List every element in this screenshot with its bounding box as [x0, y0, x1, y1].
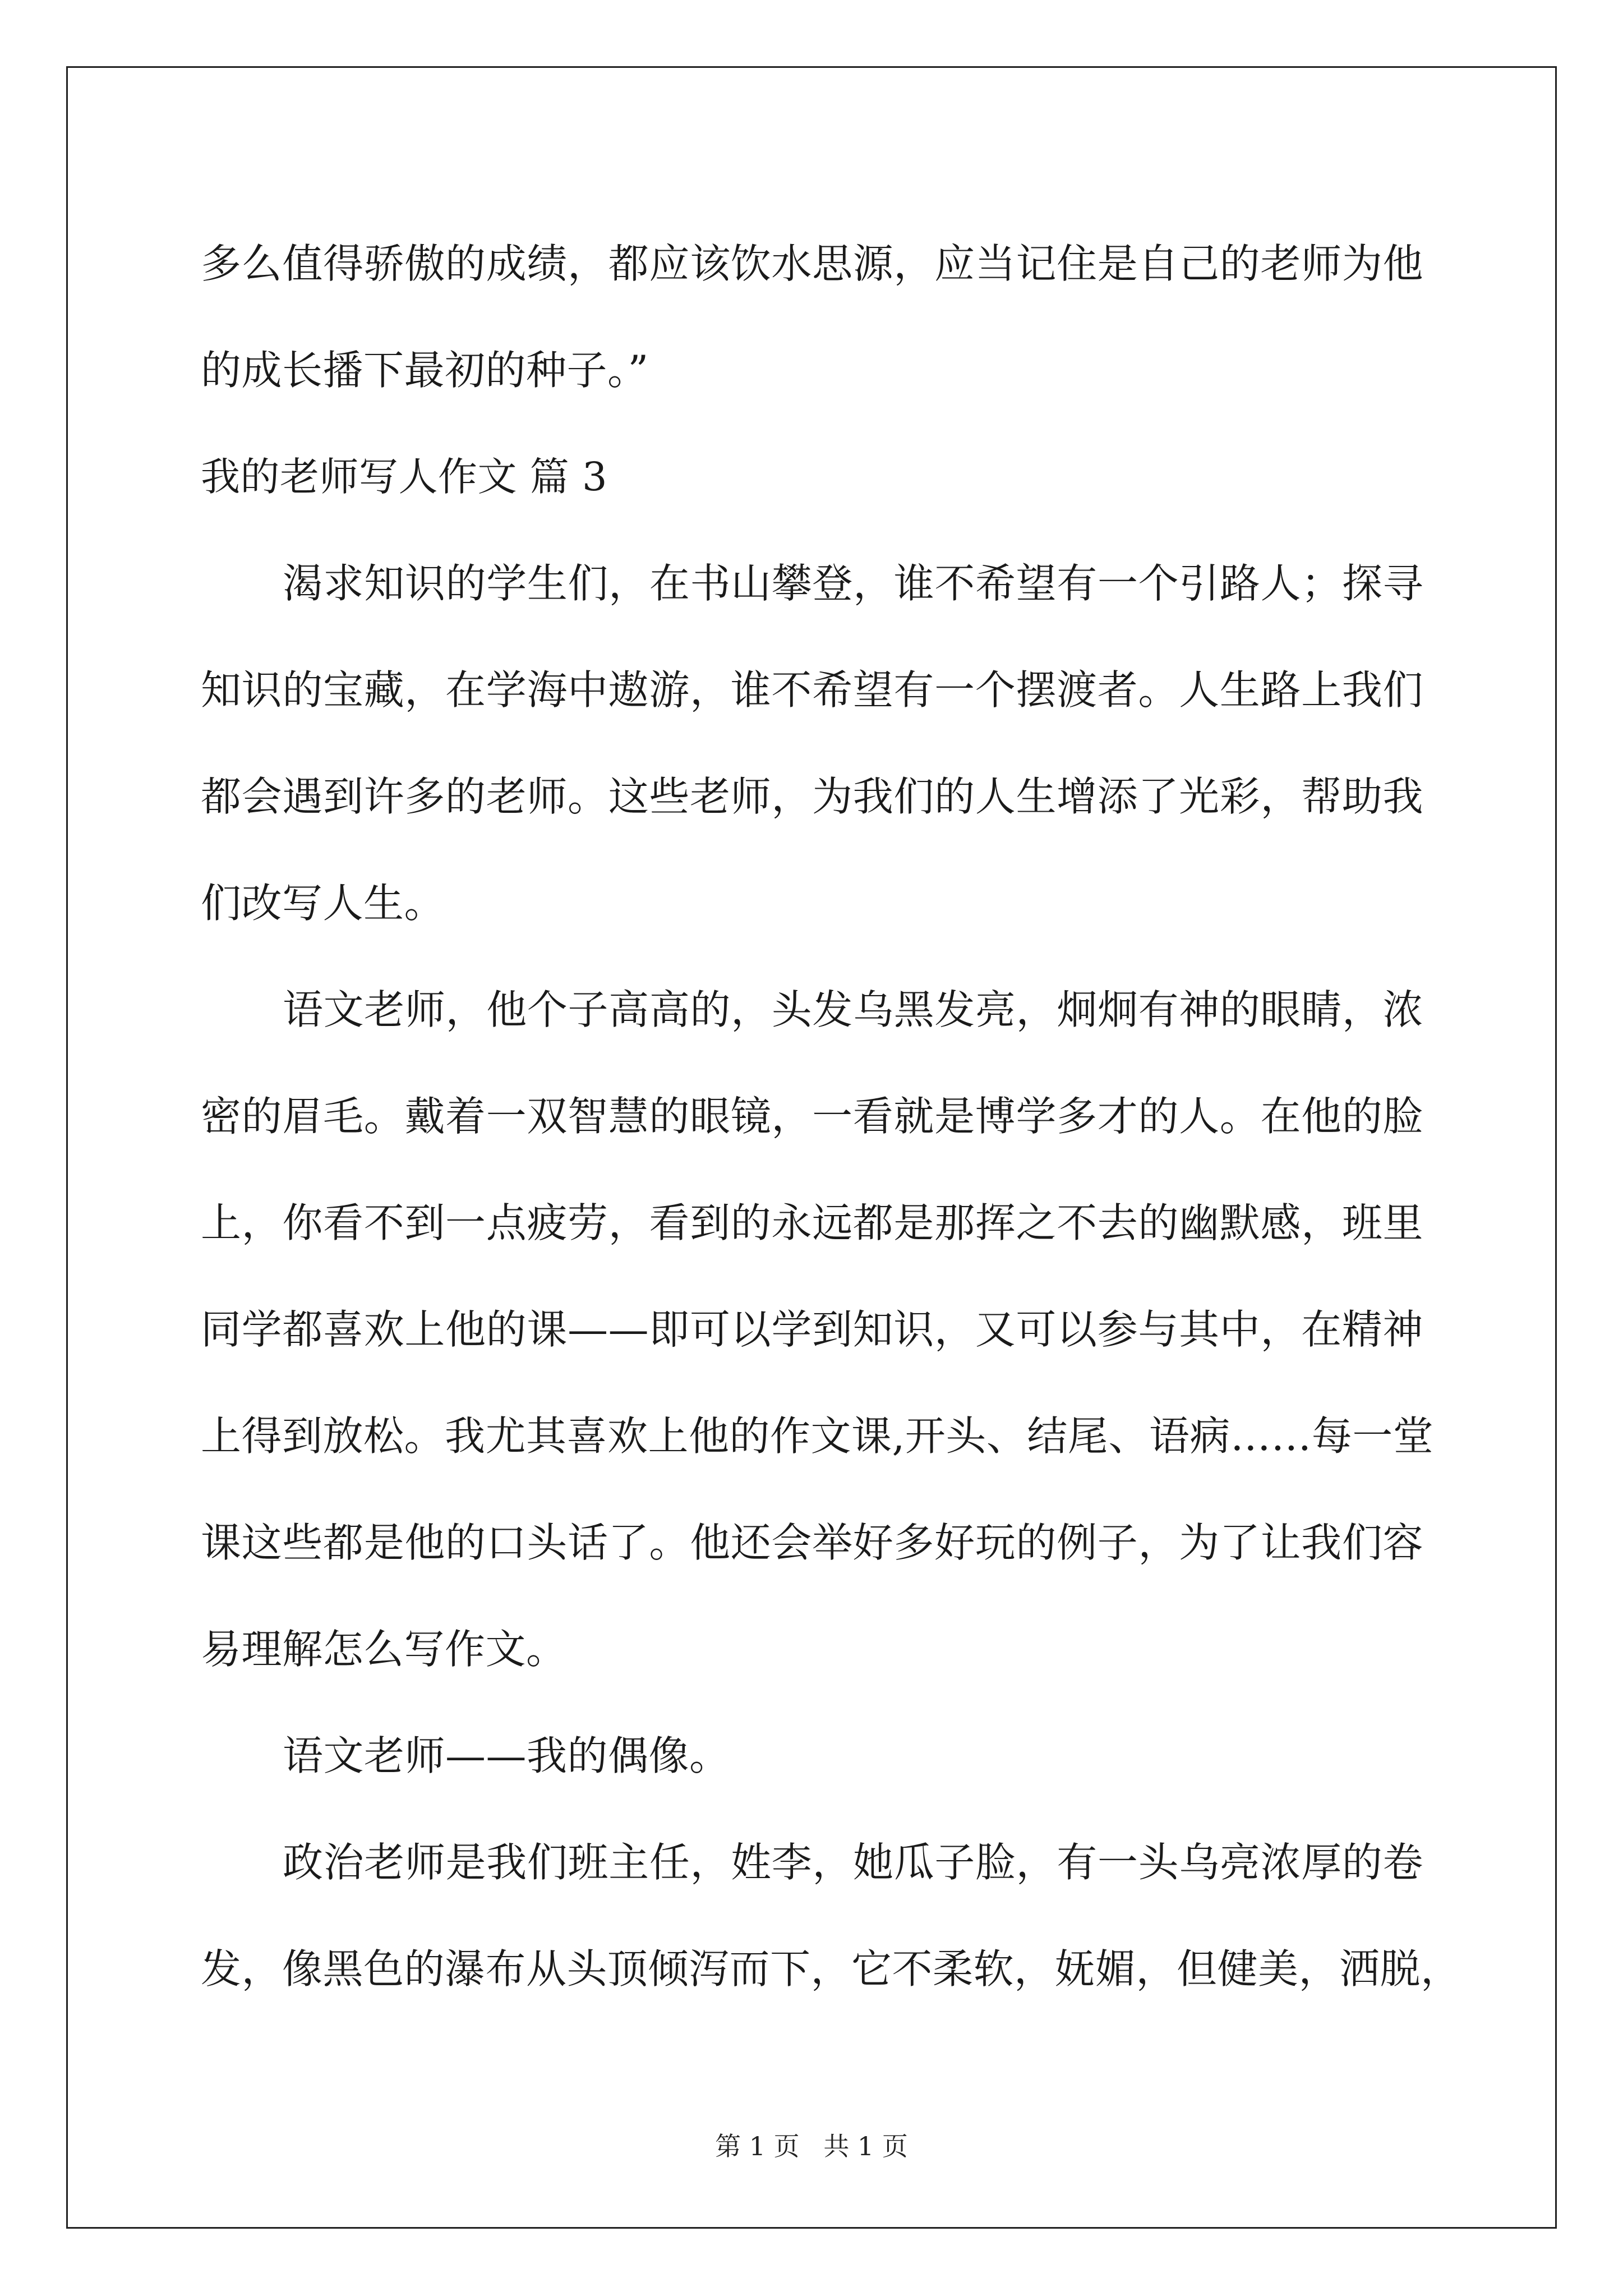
page-footer: [0, 2126, 1623, 2163]
text-line-1: 多么值得骄傲的成绩，都应该饮水思源，应当记住是自己的老师为他: [201, 240, 1423, 287]
text-line-17: 发，像黑色的瀑布从头顶倾泻而下，它不柔软，妩媚，但健美，洒脱，: [201, 1945, 1461, 1993]
section-heading: 我的老师写人作文 篇 3: [201, 454, 608, 500]
text-line-2: 的成长播下最初的种子。”: [201, 347, 649, 394]
text-line-5: 知识的宝藏，在学海中遨游，谁不希望有一个摆渡者。人生路上我们: [201, 666, 1423, 714]
text-line-15: 语文老师——我的偶像。: [283, 1732, 730, 1779]
text-line-9: 密的眉毛。戴着一双智慧的眼镜，一看就是博学多才的人。在他的脸: [201, 1093, 1423, 1140]
text-line-4: 渴求知识的学生们，在书山攀登，谁不希望有一个引路人；探寻: [283, 560, 1423, 607]
text-line-10: 上，你看不到一点疲劳，看到的永远都是那挥之不去的幽默感，班里: [201, 1199, 1423, 1246]
text-line-13: 课这些都是他的口头话了。他还会举好多好玩的例子，为了让我们容: [201, 1519, 1423, 1566]
text-line-6: 都会遇到许多的老师。这些老师，为我们的人生增添了光彩，帮助我: [201, 773, 1423, 820]
document-body: [201, 210, 1461, 2022]
text-line-12: 上得到放松。我尤其喜欢上他的作文课,开头、结尾、语病……每一堂: [201, 1412, 1434, 1460]
page-number: 第 1 页: [715, 2131, 800, 2161]
page-total: 共 1 页: [823, 2131, 908, 2161]
text-line-11: 同学都喜欢上他的课——即可以学到知识，又可以参与其中，在精神: [201, 1306, 1423, 1353]
text-line-14: 易理解怎么写作文。: [201, 1626, 567, 1673]
text-line-16: 政治老师是我们班主任，姓李，她瓜子脸，有一头乌亮浓厚的卷: [283, 1839, 1423, 1886]
text-line-7: 们改写人生。: [201, 880, 445, 927]
text-line-8: 语文老师，他个子高高的，头发乌黑发亮，炯炯有神的眼睛，浓: [283, 986, 1423, 1033]
